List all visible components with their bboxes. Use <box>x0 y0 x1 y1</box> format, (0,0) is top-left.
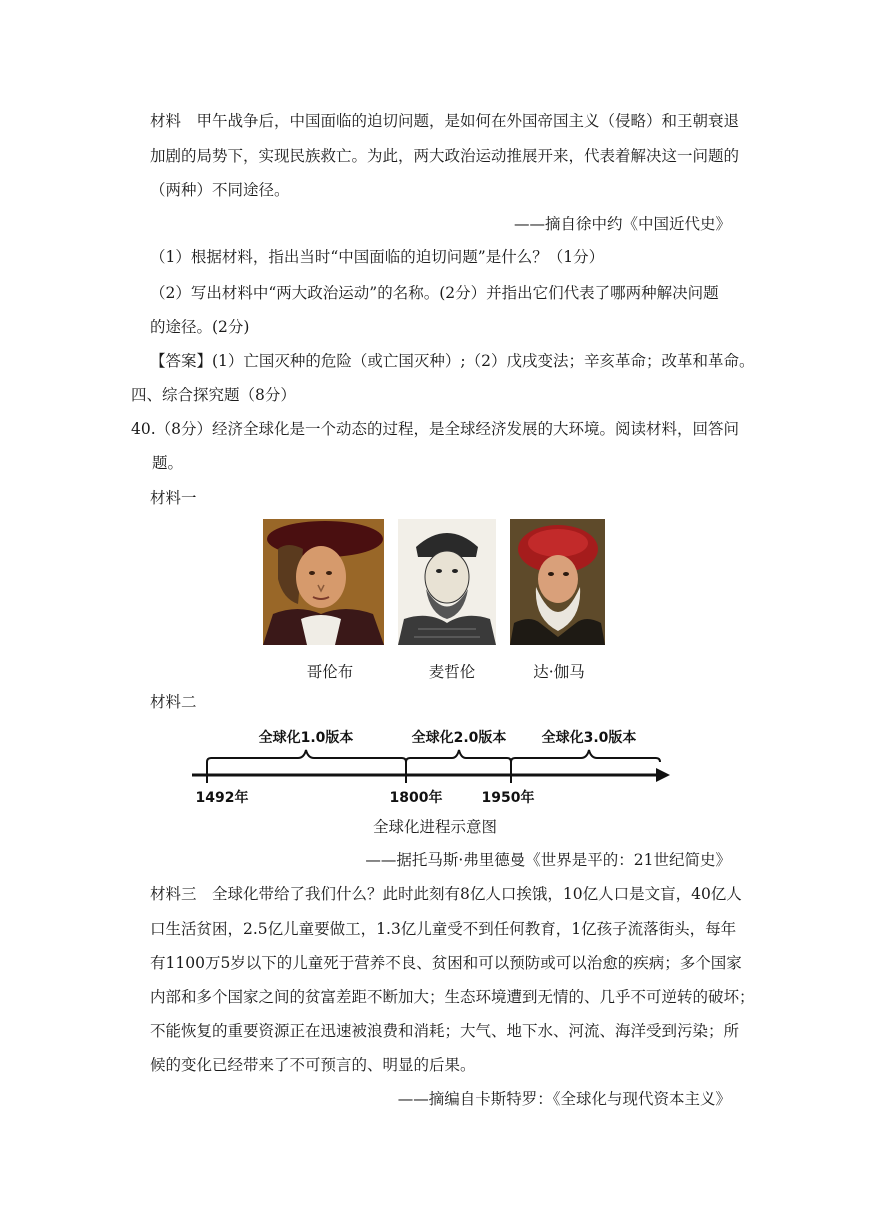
question-1: （1）根据材料，指出当时“中国面临的迫切问题”是什么？（1分） <box>150 248 605 266</box>
question-40-cont: 题。 <box>152 454 184 472</box>
material-2-label: 材料二 <box>150 693 197 711</box>
brace-2 <box>406 750 511 775</box>
material-3-line: 候的变化已经带来了不可预言的、明显的后果。 <box>150 1056 476 1074</box>
magellan-portrait <box>398 519 496 645</box>
question-2: （2）写出材料中“两大政治运动”的名称。(2分）并指出它们代表了哪两种解决问题 <box>150 284 719 302</box>
version-label-2: 全球化2.0版本 <box>411 730 507 746</box>
timeline-arrow <box>656 768 670 782</box>
question-2-cont: 的途径。(2分) <box>150 318 250 336</box>
globalization-timeline <box>186 722 676 812</box>
da-gama-portrait <box>510 519 605 645</box>
material-source: ——摘自徐中约《中国近代史》 <box>513 215 731 233</box>
caption-columbus: 哥伦布 <box>306 663 354 681</box>
version-label-1: 全球化1.0版本 <box>258 730 354 746</box>
year-label-1800: 1800年 <box>389 790 443 806</box>
material-1-label: 材料一 <box>150 489 197 507</box>
year-label-1492: 1492年 <box>195 790 249 806</box>
answer: 【答案】(1）亡国灭种的危险（或亡国灭种）;（2）戊戌变法；辛亥革命；改革和革命。 <box>150 352 755 370</box>
material-3-line: 不能恢复的重要资源正在迅速被浪费和消耗；大气、地下水、河流、海洋受到污染；所 <box>150 1022 740 1040</box>
caption-da-gama: 达·伽马 <box>533 663 585 681</box>
brace-3 <box>511 750 660 775</box>
material-3-line: 有1100万5岁以下的儿童死于营养不良、贫困和可以预防或可以治愈的疾病；多个国家 <box>150 954 742 972</box>
material-2-source: ——据托马斯·弗里德曼《世界是平的：21世纪简史》 <box>365 851 731 869</box>
material-3-line: 口生活贫困，2.5亿儿童要做工，1.3亿儿童受不到任何教育，1亿孩子流落街头，每年 <box>150 920 737 938</box>
year-label-1950: 1950年 <box>481 790 535 806</box>
material-3-line: 内部和多个国家之间的贫富差距不断加大；生态环境遭到无情的、几乎不可逆转的破坏； <box>150 988 755 1006</box>
material-text-line: （两种）不同途径。 <box>150 181 290 199</box>
columbus-portrait <box>263 519 384 645</box>
material-3-line: 材料三 全球化带给了我们什么？此时此刻有8亿人口挨饿，10亿人口是文盲，40亿人 <box>150 885 742 903</box>
timeline-caption: 全球化进程示意图 <box>373 818 498 836</box>
brace-1 <box>207 750 406 775</box>
section-heading: 四、综合探究题（8分） <box>131 386 296 404</box>
caption-magellan: 麦哲伦 <box>428 663 476 681</box>
material-text-line: 加剧的局势下，实现民族救亡。为此，两大政治运动推展开来，代表着解决这一问题的 <box>150 147 740 165</box>
version-label-3: 全球化3.0版本 <box>541 730 637 746</box>
material-3-source: ——摘编自卡斯特罗：《全球化与现代资本主义》 <box>397 1090 731 1108</box>
material-text-line: 材料 甲午战争后，中国面临的迫切问题，是如何在外国帝国主义（侵略）和王朝衰退 <box>150 112 740 130</box>
question-40: 40.（8分）经济全球化是一个动态的过程，是全球经济发展的大环境。阅读材料，回答问 <box>131 420 740 438</box>
